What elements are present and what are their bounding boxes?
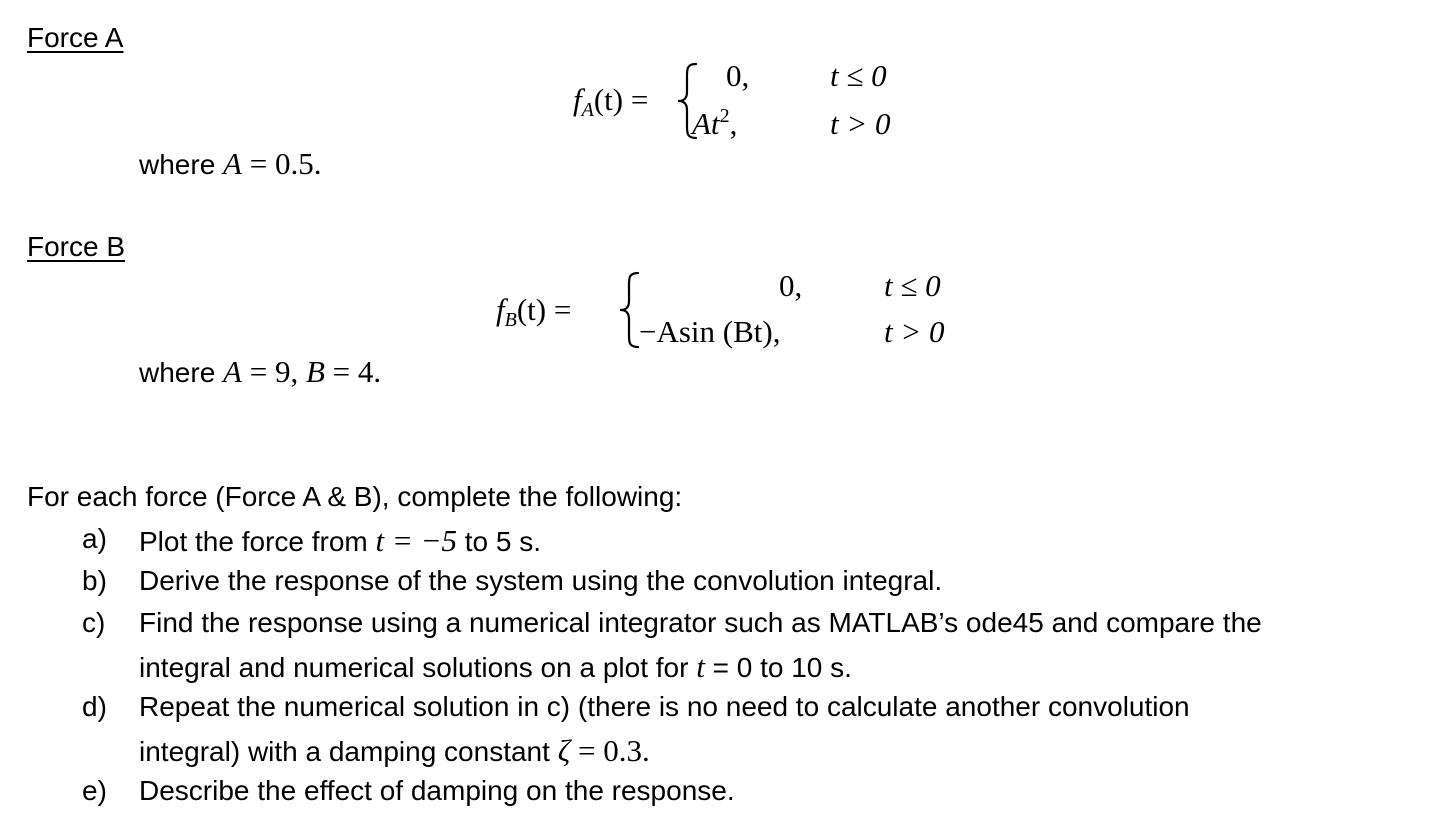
item-e-label: e): [82, 775, 107, 806]
item-b-text: Derive the response of the system using the convolution integral.: [139, 565, 943, 596]
item-c-label: c): [82, 607, 106, 638]
force-a-case1-value: 0,: [726, 58, 750, 93]
force-a-case2-condition: t > 0: [830, 106, 891, 141]
item-d-text-line2: integral) with a damping constant ζ = 0.3.: [139, 733, 650, 768]
force-a-lhs: fA(t) =: [573, 82, 649, 121]
item-c-text-line2: integral and numerical solutions on a plot for t = 0 to 10 s.: [139, 649, 852, 684]
force-b-where: where A = 9, B = 4.: [139, 354, 382, 389]
item-c-text-line1: Find the response using a numerical integrator such as MATLAB’s ode45 and compare the: [139, 607, 1262, 638]
item-b-label: b): [82, 565, 107, 596]
force-b-heading: Force B: [27, 231, 126, 262]
force-b-case2-value: −Asin (Bt),: [639, 314, 781, 349]
item-d-text-line1: Repeat the numerical solution in c) (there is no need to calculate another convolution: [139, 691, 1190, 722]
item-a-label: a): [82, 523, 107, 554]
force-b-case1-condition: t ≤ 0: [884, 268, 941, 303]
force-b-case2-condition: t > 0: [884, 314, 945, 349]
force-a-case1-condition: t ≤ 0: [830, 58, 887, 93]
force-a-where: where A = 0.5.: [139, 146, 322, 181]
item-a-text: Plot the force from t = −5 to 5 s.: [139, 523, 542, 558]
force-b-case1-value: 0,: [779, 268, 803, 303]
force-a-case2-value: At$^2$,: [692, 105, 738, 141]
force-b-lhs: fB(t) =: [496, 292, 572, 331]
item-d-label: d): [82, 691, 107, 722]
instructions-intro: For each force (Force A & B), complete the following:: [27, 481, 683, 512]
item-e-text: Describe the effect of damping on the response.: [139, 775, 735, 806]
force-a-heading: Force A: [27, 22, 124, 53]
